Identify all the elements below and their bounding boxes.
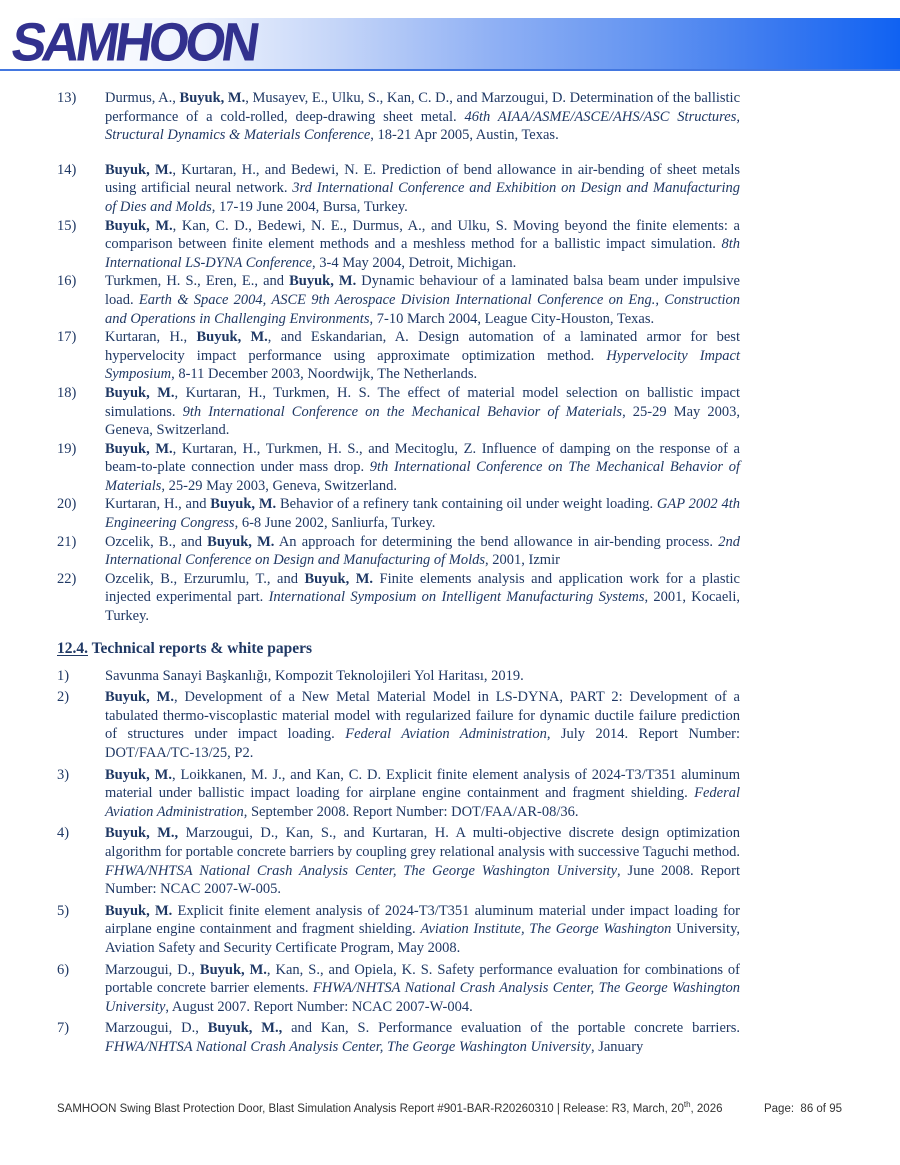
header-banner <box>0 12 900 73</box>
item-text: Buyuk, M. Explicit finite element analysis of 2024-T3/T351 aluminum material under impact loading for airplane engine containment and fragment shielding. Aviation Institute, The George Washington University, Aviation Safety and Security Certificate Program, May 2008. <box>105 902 741 956</box>
reference-item <box>57 688 740 762</box>
section-number: 12.4. <box>57 639 88 657</box>
item-text: Kurtaran, H., Buyuk, M., and Eskandarian, A. Design automation of a laminated armor for best hypervelocity impact performance using approximate optimization method. Hypervelocity Impact Symposium, 8-11 December 2003, Noordwijk, The Netherlands. <box>105 329 740 383</box>
item-text: Savunma Sanayi Başkanlığı, Kompozit Teknolojileri Yol Haritası, 2019. <box>105 667 524 684</box>
item-number: 4) <box>57 825 70 842</box>
samhoon-logo: SAMHOON <box>7 12 260 73</box>
item-number: 16) <box>57 273 77 290</box>
item-text: Marzougui, D., Buyuk, M., Kan, S., and Opiela, K. S. Safety performance evaluation for combinations of portable concrete barrier elements. FHWA/NHTSA National Crash Analysis Center, The George Washington University, August 2007. Report Number: NCAC 2007-W-004. <box>105 961 740 1015</box>
reference-item <box>57 902 740 958</box>
reference-item <box>57 495 740 532</box>
page-footer <box>57 1100 842 1115</box>
item-number: 17) <box>57 329 77 346</box>
item-text: Buyuk, M., Development of a New Metal Material Model in LS-DYNA, PART 2: Development of a tabulated thermo-viscoplastic material model with regularized failure for dynamic ductile failure prediction of structures under impact loading. Federal Aviation Administration, July 2014. Report Number: DOT/FAA/TC-13/25, P2. <box>105 689 741 761</box>
item-number: 7) <box>57 1020 70 1037</box>
item-number: 18) <box>57 384 77 401</box>
item-number: 1) <box>57 667 70 684</box>
item-number: 14) <box>57 161 77 178</box>
item-number: 20) <box>57 496 77 513</box>
reference-item <box>57 384 740 440</box>
item-number: 6) <box>57 961 70 978</box>
item-number: 21) <box>57 533 77 550</box>
item-text: Buyuk, M., Kurtaran, H., Turkmen, H. S. The effect of material model selection on ballistic impact simulations. 9th International Conference on the Mechanical Behavior of Materials, 25-29 May 2003, Geneva, Switzerland. <box>105 384 740 439</box>
reference-item <box>57 667 740 686</box>
item-text: Turkmen, H. S., Eren, E., and Buyuk, M. Dynamic behaviour of a laminated balsa beam under impulsive load. Earth & Space 2004, ASCE 9th Aerospace Division International Conference on Eng., Construction and Operations in Challenging Environments, 7-10 March 2004, League City-Houston, Texas. <box>105 273 740 327</box>
reference-item <box>57 961 740 1017</box>
item-number: 13) <box>57 90 77 106</box>
page-content <box>57 89 740 1060</box>
footer-report-info: SAMHOON Swing Blast Protection Door, Blast Simulation Analysis Report #901-BAR-R20260310 | Release: R3, March, 20th, 2026 <box>57 1100 723 1115</box>
reference-item <box>57 440 740 496</box>
reference-item <box>57 217 740 273</box>
reference-item <box>57 89 740 145</box>
item-number: 22) <box>57 570 77 587</box>
item-text: Buyuk, M., Marzougui, D., Kan, S., and Kurtaran, H. A multi-objective discrete design optimization algorithm for portable concrete barriers by coupling grey relational analysis with successive Taguchi method. FHWA/NHTSA National Crash Analysis Center, The George Washington University, June 2008. Report Number: NCAC 2007-W-005. <box>105 825 740 898</box>
item-number: 19) <box>57 440 77 457</box>
reference-item <box>57 328 740 384</box>
item-text: Buyuk, M., Kurtaran, H., and Bedewi, N. E. Prediction of bend allowance in air-bending of sheet metals using artificial neural network. 3rd International Conference and Exhibition on Design and Manufacturing of Dies and Molds, 17-19 June 2004, Bursa, Turkey. <box>105 161 740 215</box>
item-text: Buyuk, M., Kan, C. D., Bedewi, N. E., Durmus, A., and Ulku, S. Moving beyond the finite elements: a comparison between finite element methods and a meshless method for a ballistic impact simulation. 8th International LS-DYNA Conference, 3-4 May 2004, Detroit, Michigan. <box>105 217 740 271</box>
item-text: Buyuk, M., Kurtaran, H., Turkmen, H. S., and Mecitoglu, Z. Influence of damping on the response of a beam-to-plate connection under mass drop. 9th International Conference on The Mechanical Behavior of Materials, 25-29 May 2003, Geneva, Switzerland. <box>105 440 740 494</box>
item-text: Durmus, A., Buyuk, M., Musayev, E., Ulku, S., Kan, C. D., and Marzougui, D. Determination of the ballistic performance of a cold-rolled, deep-drawing sheet metal. 46th AIAA/ASME/ASCE/AHS/ASC Structures, Structural Dynamics & Materials Conference, 18-21 Apr 2005, Austin, Texas. <box>105 90 741 144</box>
reference-item <box>57 824 740 898</box>
publications-list <box>57 89 740 626</box>
item-number: 3) <box>57 766 70 783</box>
item-text: Marzougui, D., Buyuk, M., and Kan, S. Performance evaluation of the portable concrete barriers. FHWA/NHTSA National Crash Analysis Center, The George Washington University, January <box>105 1020 740 1055</box>
reference-item <box>57 766 740 822</box>
item-text: Buyuk, M., Loikkanen, M. J., and Kan, C. D. Explicit finite element analysis of 2024-T3/T351 aluminum material under ballistic impact loading for airplane engine containment and fragment shielding. Federal Aviation Administration, September 2008. Report Number: DOT/FAA/AR-08/36. <box>105 766 740 820</box>
item-number: 5) <box>57 902 70 919</box>
footer-page-number: Page: 86 of 95 <box>763 1103 842 1115</box>
reference-item <box>57 1019 740 1056</box>
item-text: Kurtaran, H., and Buyuk, M. Behavior of a refinery tank containing oil under weight loading. GAP 2002 4th Engineering Congress, 6-8 June 2002, Sanliurfa, Turkey. <box>105 496 741 532</box>
reference-item <box>57 533 740 570</box>
reports-list <box>57 667 740 1057</box>
reference-item <box>57 161 740 217</box>
item-number: 2) <box>57 689 70 706</box>
item-text: Ozcelik, B., Erzurumlu, T., and Buyuk, M. Finite elements analysis and application work for a plastic injected experimental part. International Symposium on Intelligent Manufacturing Systems, 2001, Kocaeli, Turkey. <box>105 570 740 625</box>
reference-item <box>57 570 740 626</box>
section-title: Technical reports & white papers <box>88 639 313 657</box>
reference-item <box>57 272 740 328</box>
item-text: Ozcelik, B., and Buyuk, M. An approach for determining the bend allowance in air-bending process. 2nd International Conference on Design and Manufacturing of Molds, 2001, Izmir <box>105 533 740 569</box>
section-heading <box>57 639 740 658</box>
item-number: 15) <box>57 217 77 234</box>
